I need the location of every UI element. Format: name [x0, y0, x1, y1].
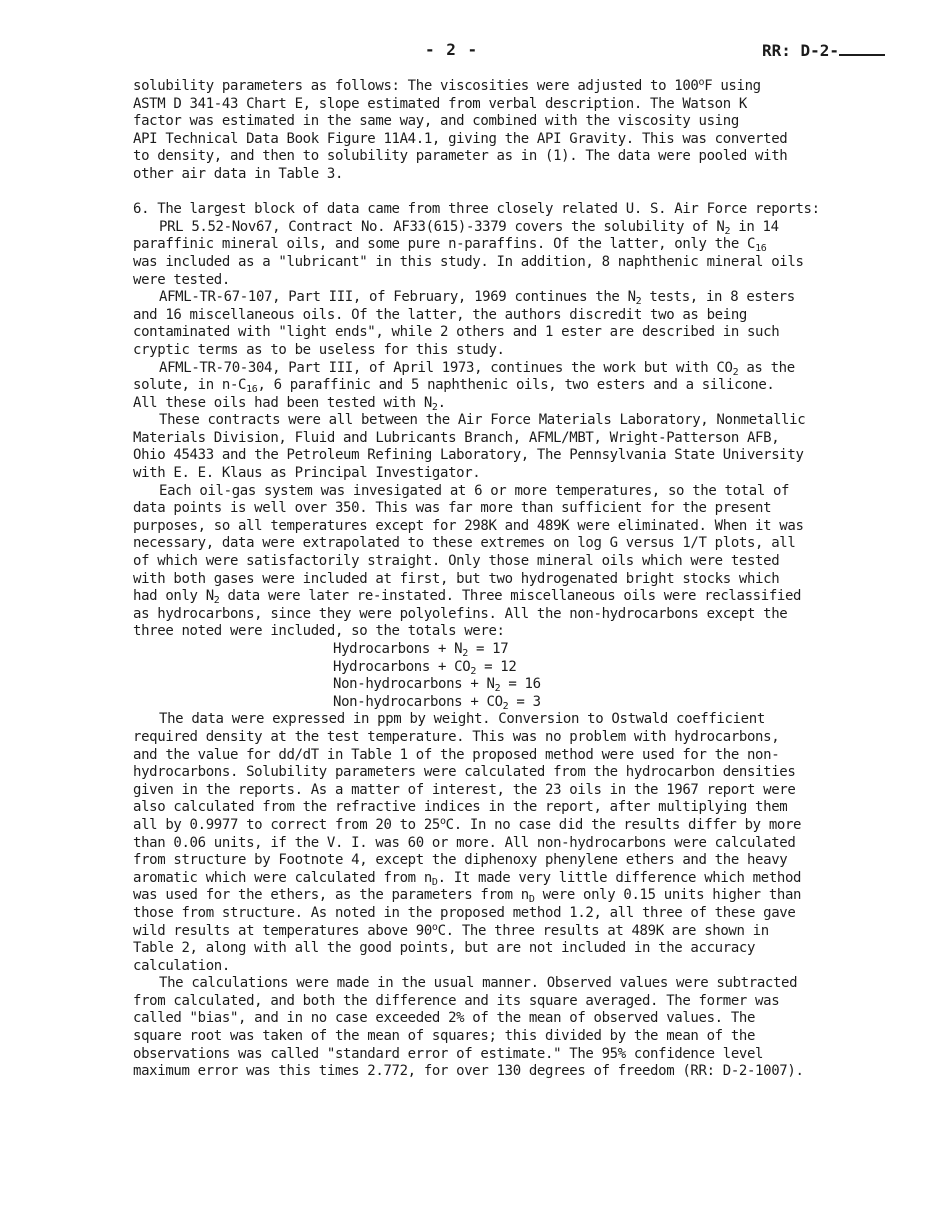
text-line: had only $N_2$ data were later re-instated. Three miscellaneous oils were reclassified	[133, 588, 802, 607]
text-line: of which were satisfactorily straight. Only those mineral oils which were tested	[133, 553, 780, 570]
text-line: All these oils had been tested with $N_2$.	[133, 394, 446, 413]
section-6-heading-line: 6. The largest block of data came from three closely related U. S. Air Force reports:	[133, 201, 820, 218]
text-line: were tested.	[133, 271, 230, 288]
text-line: all by 0.9977 to correct from 20 to 25$^o$C. In no case did the results differ by more	[133, 815, 802, 833]
text-line: calculation.	[133, 957, 230, 974]
text-line: and 16 miscellaneous oils. Of the latter, the authors discredit two as being	[133, 306, 747, 323]
text-line: observations was called "standard error of estimate." The 95% confidence level	[133, 1045, 764, 1062]
text-line: factor was estimated in the same way, and combined with the viscosity using	[133, 113, 739, 130]
text-line: purposes, so all temperatures except for 298K and 489K were eliminated. When it was	[133, 517, 804, 534]
text-line: as hydrocarbons, since they were polyolefins. All the non-hydrocarbons except the	[133, 605, 788, 622]
text-line: was included as a "lubricant" in this study. In addition, 8 naphthenic mineral oils	[133, 253, 804, 270]
text-line: necessary, data were extrapolated to these extremes on log G versus 1/T plots, all	[133, 535, 796, 552]
text-line: solubility parameters as follows: The viscosities were adjusted to 100$^o$F using	[133, 77, 761, 94]
text-line: called "bias", and in no case exceeded 2% of the mean of observed values. The	[133, 1010, 756, 1027]
text-line: contaminated with "light ends", while 2 others and 1 ester are described in such	[133, 324, 780, 341]
text-line: AFML-TR-67-107, Part III, of February, 1969 continues the $N_2$ tests, in 8 esters	[159, 289, 795, 308]
text-line: maximum error was this times 2.772, for over 130 degrees of freedom (RR: D-2-1007).	[133, 1063, 804, 1080]
text-line: aromatic which were calculated from $n_D$. It made very little difference which method	[133, 869, 802, 888]
text-line: from calculated, and both the difference and its square averaged. The former was	[133, 992, 780, 1009]
text-line: required density at the test temperature. This was no problem with hydrocarbons,	[133, 728, 780, 745]
totals-line: Non-hydrocarbons + $CO_2 = 3$	[333, 693, 541, 712]
text-line: Materials Division, Fluid and Lubricants Branch, AFML/MBT, Wright-Patterson AFB,	[133, 429, 780, 446]
text-line: Table 2, along with all the good points, but are not included in the accuracy	[133, 940, 756, 957]
body-text	[133, 78, 883, 1081]
text-line: given in the reports. As a matter of interest, the 23 oils in the 1967 report were	[133, 781, 796, 798]
text-line: was used for the ethers, as the parameters from $n_D$ were only 0.15 units higher than	[133, 887, 802, 906]
report-reference-text: RR: D-2-	[762, 41, 840, 60]
totals-line: Hydrocarbons + $CO_2 = 12$	[333, 658, 517, 677]
text-line: cryptic terms as to be useless for this study.	[133, 341, 505, 358]
text-line: to density, and then to solubility parameter as in (1). The data were pooled with	[133, 148, 788, 165]
text-line: other air data in Table 3.	[133, 165, 344, 182]
text-line: hydrocarbons. Solubility parameters were calculated from the hydrocarbon densities	[133, 764, 796, 781]
text-line: AFML-TR-70-304, Part III, of April 1973, continues the work but with $CO_2$ as the	[159, 359, 795, 378]
text-line: those from structure. As noted in the proposed method 1.2, all three of these gave	[133, 904, 796, 921]
text-line: The calculations were made in the usual manner. Observed values were subtracted	[159, 975, 798, 992]
page-number: - 2 -	[425, 40, 479, 59]
text-line: Each oil-gas system was invesigated at 6 or more temperatures, so the total of	[159, 482, 790, 499]
text-line: paraffinic mineral oils, and some pure n-paraffins. Of the latter, only the $C_{16}$	[133, 236, 767, 255]
report-reference	[762, 40, 885, 60]
text-line: ASTM D 341-43 Chart E, slope estimated from verbal description. The Watson K	[133, 95, 747, 112]
text-line: wild results at temperatures above 90$^o$C. The three results at 489K are shown in	[133, 921, 769, 939]
text-line: three noted were included, so the totals were:	[133, 623, 505, 640]
text-line: API Technical Data Book Figure 11A4.1, giving the API Gravity. This was converted	[133, 130, 788, 147]
text-line: These contracts were all between the Air Force Materials Laboratory, Nonmetallic	[159, 412, 806, 429]
totals-line: Non-hydrocarbons + $N_2 = 16$	[333, 676, 541, 695]
text-line: and the value for dd/dT in Table 1 of the proposed method were used for the non-	[133, 746, 780, 763]
text-line: with both gases were included at first, but two hydrogenated bright stocks which	[133, 570, 780, 587]
text-line: Ohio 45433 and the Petroleum Refining Laboratory, The Pennsylvania State University	[133, 447, 804, 464]
text-line: than 0.06 units, if the V. I. was 60 or more. All non-hydrocarbons were calculated	[133, 834, 796, 851]
text-line: from structure by Footnote 4, except the diphenoxy phenylene ethers and the heavy	[133, 852, 788, 869]
text-line: The data were expressed in ppm by weight. Conversion to Ostwald coefficient	[159, 711, 765, 728]
totals-line: Hydrocarbons + $N_2 = 17$	[333, 641, 509, 659]
text-line: PRL 5.52-Nov67, Contract No. AF33(615)-3379 covers the solubility of $N_2$ in 14	[159, 218, 779, 237]
text-line: data points is well over 350. This was far more than sufficient for the present	[133, 500, 772, 517]
text-line: solute, in $n-C_{16}$, 6 paraffinic and 5 naphthenic oils, two esters and a silicone.	[133, 377, 775, 396]
text-line: square root was taken of the mean of squares; this divided by the mean of the	[133, 1028, 756, 1045]
text-line: also calculated from the refractive indices in the report, after multiplying them	[133, 799, 788, 816]
text-line: with E. E. Klaus as Principal Investigator.	[133, 465, 481, 482]
reference-blank-line	[839, 40, 885, 56]
